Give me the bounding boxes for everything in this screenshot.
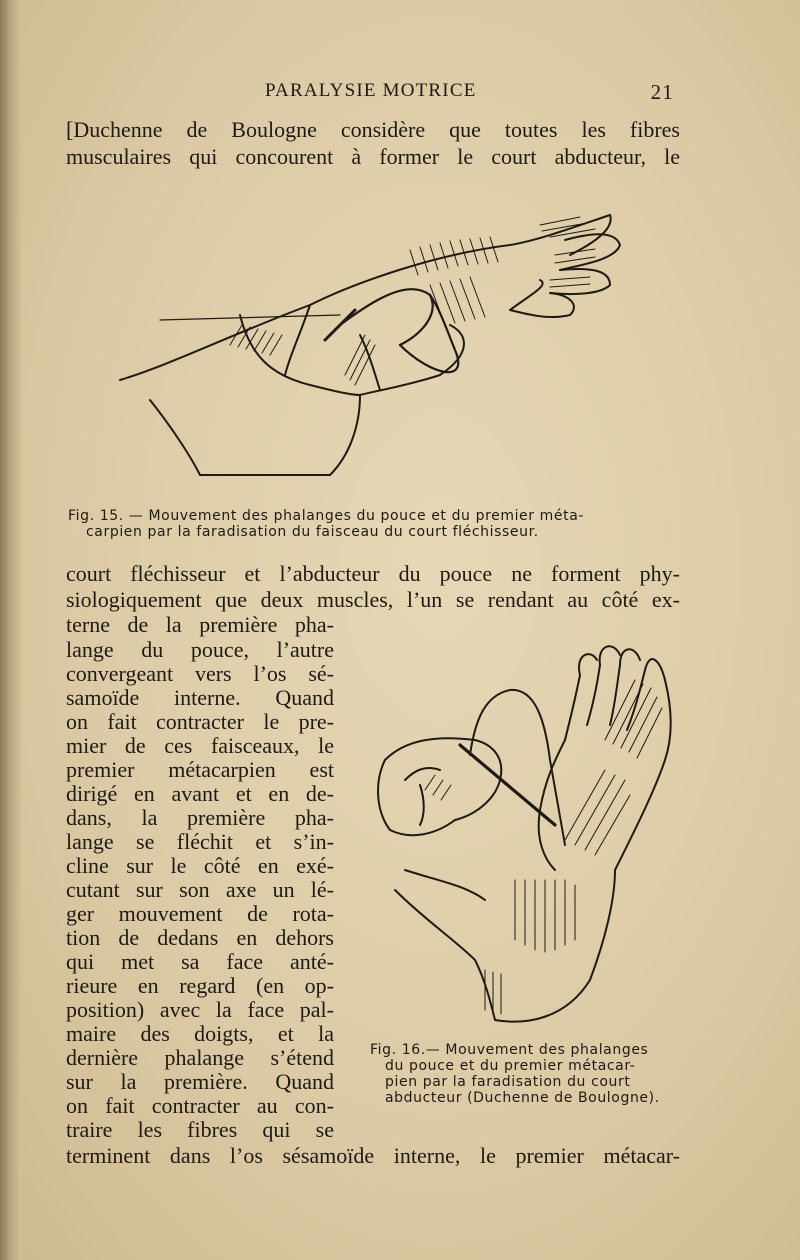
figure-16-illustration: [365, 640, 685, 1035]
figure-16-caption-line: abducteur (Duchenne de Boulogne).: [385, 1090, 660, 1106]
text-line: lange du pouce, l’autre: [66, 637, 334, 662]
text-line: dirigé en avant et en de-: [66, 781, 334, 806]
text-line: terminent dans l’os sésamoïde interne, le premier métacar-: [66, 1143, 680, 1168]
text-line: musculaires qui concourent à former le court abducteur, le: [66, 144, 680, 169]
text-line: lange se fléchit et s’in-: [66, 829, 334, 854]
text-line: qui met sa face anté-: [66, 949, 334, 974]
figure-15-illustration: [110, 185, 630, 495]
text-line: tion de dedans en dehors: [66, 925, 334, 950]
text-line: terne de la première pha-: [66, 612, 334, 637]
text-line: on fait contracter au con-: [66, 1093, 334, 1118]
running-head: PARALYSIE MOTRICE: [265, 80, 477, 101]
text-line: siologiquement que deux muscles, l’un se rendant au côté ex-: [66, 587, 680, 612]
text-line: sur la première. Quand: [66, 1069, 334, 1094]
text-line: dans, la première pha-: [66, 805, 334, 830]
page-number: 21: [650, 80, 674, 104]
text-line: cline sur le côté en exé-: [66, 853, 334, 878]
figure-15-caption-line: carpien par la faradisation du faisceau du court fléchisseur.: [86, 524, 539, 540]
text-line: rieure en regard (en op-: [66, 973, 334, 998]
figure-16-caption-line: pien par la faradisation du court: [385, 1074, 631, 1090]
figure-16-caption-line: du pouce et du premier métacar-: [385, 1058, 636, 1074]
text-line: dernière phalange s’étend: [66, 1045, 334, 1070]
text-line: maire des doigts, et la: [66, 1021, 334, 1046]
text-line: samoïde interne. Quand: [66, 685, 334, 710]
page-header: [60, 80, 680, 110]
page-binding-edge: [0, 0, 22, 1260]
text-line: court fléchisseur et l’abducteur du pouce ne forment phy-: [66, 561, 680, 586]
text-line: premier métacarpien est: [66, 757, 334, 782]
text-line: on fait contracter le pre-: [66, 709, 334, 734]
text-line: position) avec la face pal-: [66, 997, 334, 1022]
text-line: ger mouvement de rota-: [66, 901, 334, 926]
text-line: traire les fibres qui se: [66, 1117, 334, 1142]
text-line: cutant sur son axe un lé-: [66, 877, 334, 902]
text-line: [Duchenne de Boulogne considère que toutes les fibres: [66, 117, 680, 142]
figure-16-caption-line: Fig. 16.— Mouvement des phalanges: [370, 1042, 649, 1058]
figure-15-caption-line: Fig. 15. — Mouvement des phalanges du pouce et du premier méta-: [68, 508, 585, 524]
text-line: mier de ces faisceaux, le: [66, 733, 334, 758]
text-line: convergeant vers l’os sé-: [66, 661, 334, 686]
